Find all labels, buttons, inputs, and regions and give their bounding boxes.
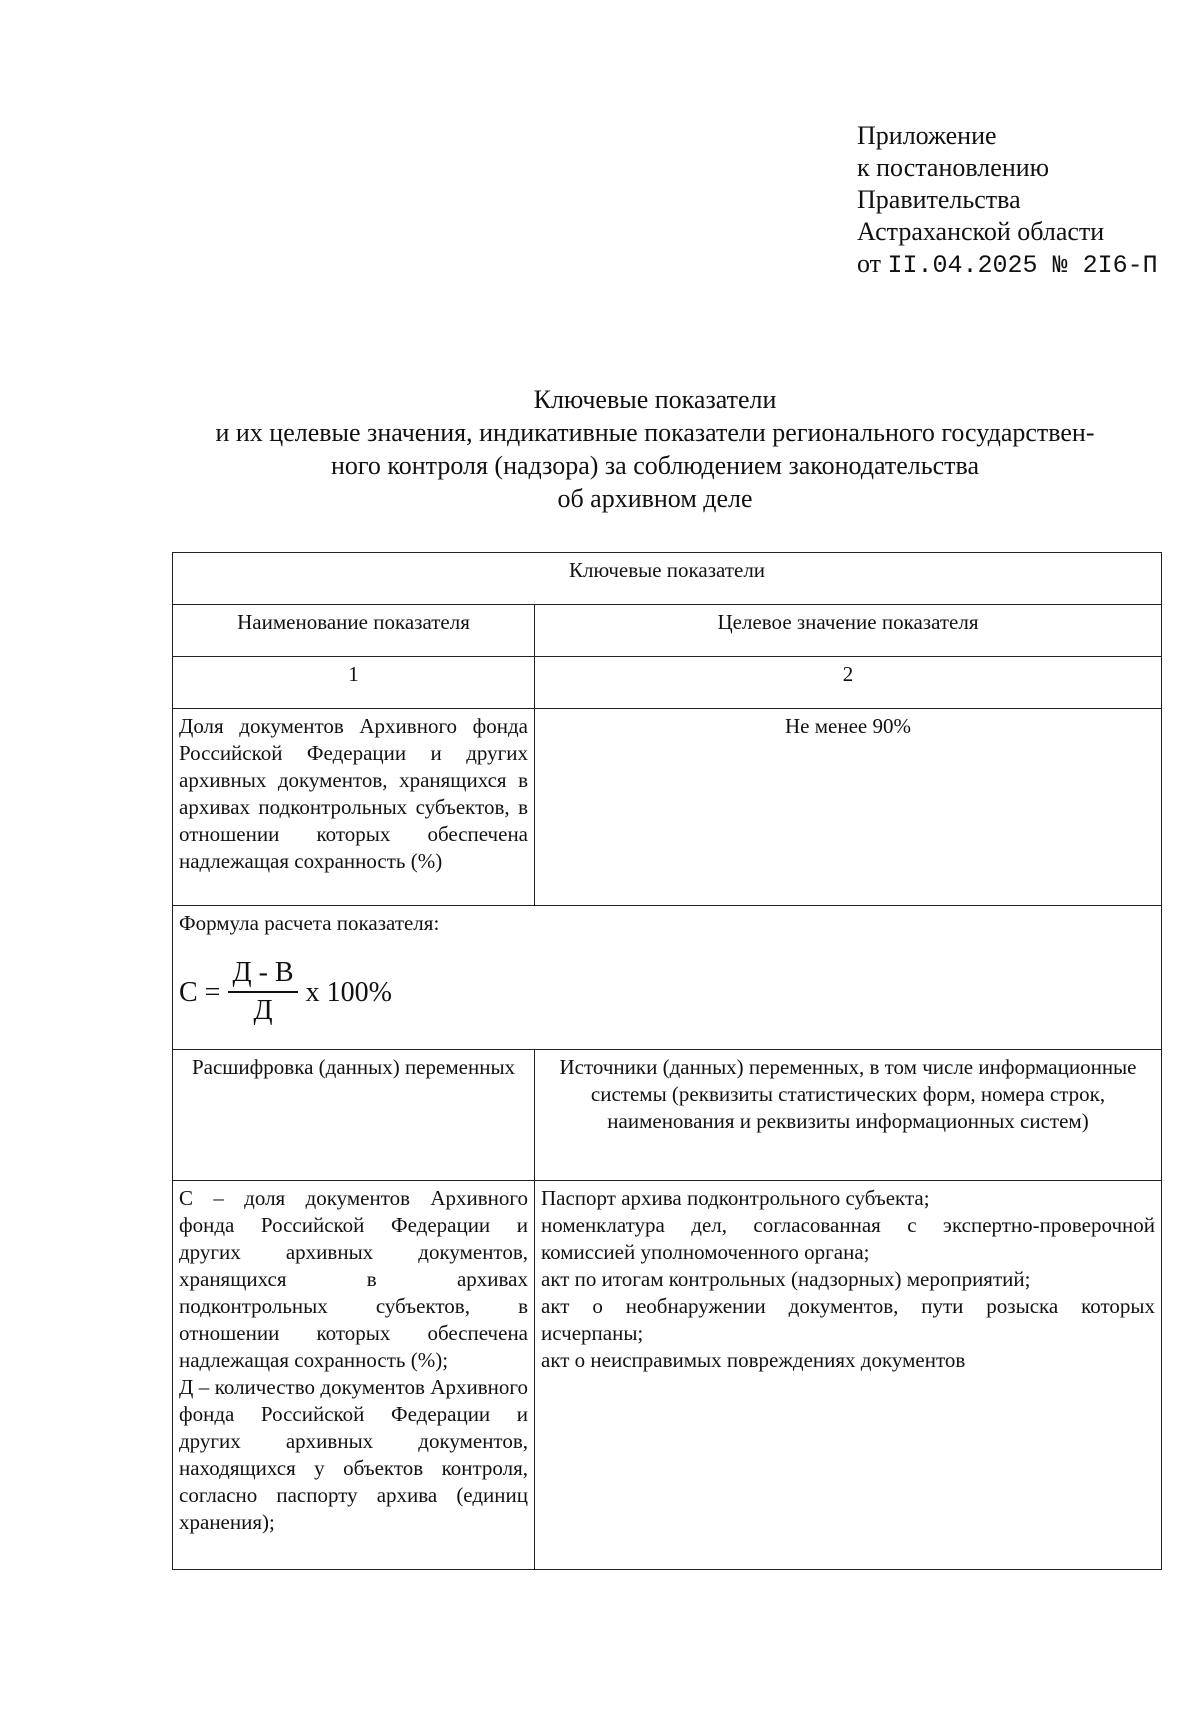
attachment-line-2: к постановлению [857,153,1050,182]
attachment-line-1: Приложение [857,121,997,150]
formula-rhs: x 100% [305,976,392,1008]
attachment-date-line [857,248,1158,282]
table-header: Ключевые показатели [173,553,1162,605]
decoding-header: Расшифровка (данных) переменных [173,1050,535,1181]
source-item: акт по итогам контрольных (надзорных) мероприятий; [541,1267,1031,1291]
column-header-name: Наименование показателя [173,605,535,657]
title-line-3: ного контроля (надзора) за соблюдением законодательства [331,451,979,480]
table-header-row [173,553,1162,605]
source-item: акт о неисправимых повреждениях документов [541,1348,966,1372]
formula-row [173,906,1162,1050]
formula-numerator: Д - В [228,955,297,993]
sources-cell [535,1181,1162,1570]
source-item: Паспорт архива подконтрольного субъекта; [541,1186,930,1210]
column-header-target: Целевое значение показателя [535,605,1162,657]
title-line-4: об архивном деле [557,484,753,513]
column-numbers-row [173,657,1162,709]
variable-d-description: Д – количество документов Архивного фонда Российской Федерации и других архивных документов, находящихся у объектов контроля, согласно паспорту архива (единиц хранения); [179,1375,528,1534]
variables-row [173,1181,1162,1570]
document-title [170,383,1140,515]
column-headers-row [173,605,1162,657]
formula-lhs: С = [179,976,221,1008]
source-item: акт о необнаружении документов, пути розыска которых исчерпаны; [541,1294,1155,1345]
formula-fraction [228,955,297,1029]
indicator-target-value: Не менее 90% [535,709,1162,906]
attachment-date-number: II.04.2025 № 2I6-П [887,251,1158,280]
formula-denominator: Д [253,995,273,1026]
source-item: номенклатура дел, согласованная с экспертно-проверочной комиссией уполномоченного органа; [541,1213,1155,1264]
title-line-2: и их целевые значения, индикативные показатели регионального государствен- [215,418,1095,447]
attachment-line-3: Правительства [857,185,1021,214]
variables-cell [173,1181,535,1570]
column-number-2: 2 [535,657,1162,709]
title-line-1: Ключевые показатели [533,385,777,414]
sources-header: Источники (данных) переменных, в том числе информационные системы (реквизиты статистических форм, номера строк, наименования и реквизиты информационных систем) [535,1050,1162,1181]
formula-cell [173,906,1162,1050]
variable-c-description: С – доля документов Архивного фонда Российской Федерации и других архивных документов, хранящихся в архивах подконтрольных субъектов, в отношении которых обеспечена надлежащая сохранность (%); [179,1186,528,1372]
attachment-line-4: Астраханской области [857,217,1105,246]
column-number-1: 1 [173,657,535,709]
indicator-name: Доля документов Архивного фонда Российской Федерации и других архивных документов, хранящихся в архивах подконтрольных субъектов, в отношении которых обеспечена надлежащая сохранность (%) [173,709,535,906]
attachment-block [857,120,1158,282]
indicators-table [172,552,1162,1570]
formula [179,955,1155,1029]
explanation-header-row [173,1050,1162,1181]
attachment-date-prefix: от [857,249,882,278]
formula-label: Формула расчета показателя: [179,911,440,935]
table-row [173,709,1162,906]
